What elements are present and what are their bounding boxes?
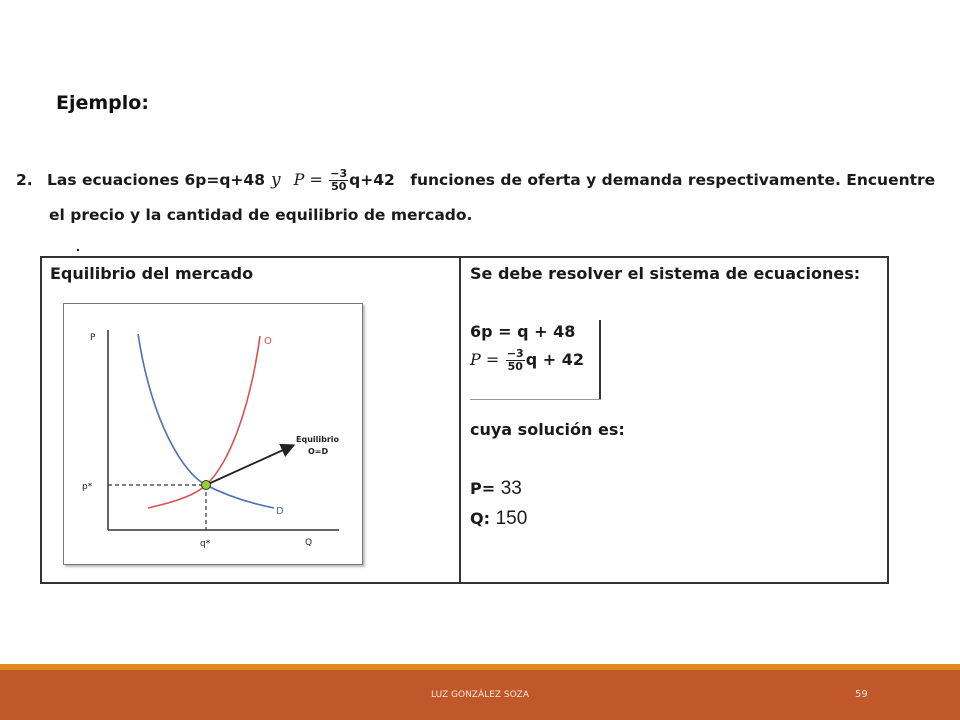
right-cell-title: Se debe resolver el sistema de ecuaciones: xyxy=(470,264,861,283)
problem-line-1 xyxy=(16,168,935,193)
equilibrium-point xyxy=(202,481,211,490)
system-fraction xyxy=(506,348,525,373)
slide-heading: Ejemplo: xyxy=(56,92,149,114)
system-fraction-denominator: 50 xyxy=(507,360,523,373)
equilibrium-label-2: O=D xyxy=(308,447,329,456)
equilibrium-graph xyxy=(63,303,363,565)
fraction-numerator: −3 xyxy=(330,167,348,180)
quantity-solution xyxy=(470,508,527,530)
equation-p-rest: q+42 xyxy=(349,171,395,189)
fraction-denominator: 50 xyxy=(331,180,347,193)
q-star-label: q* xyxy=(200,539,211,549)
quantity-value: 150 xyxy=(495,508,528,529)
equilibrium-arrow xyxy=(206,446,292,485)
footer-author: LUZ GONZÁLEZ SOZA xyxy=(431,690,529,700)
system-eq1: 6p = q + 48 xyxy=(470,322,576,341)
system-eq2-rest: q + 42 xyxy=(525,350,584,369)
supply-label: O xyxy=(264,336,272,347)
fraction xyxy=(329,168,348,193)
equation-p-lhs: P = xyxy=(293,170,323,189)
problem-text-start: Las ecuaciones 6p=q+48 xyxy=(47,171,265,189)
system-eq2-lhs: P = xyxy=(470,350,500,369)
bullet-dot: . xyxy=(76,238,80,254)
x-axis-label: Q xyxy=(305,538,313,548)
price-solution xyxy=(470,478,522,500)
problem-line-2: el precio y la cantidad de equilibrio de mercado. xyxy=(49,206,473,224)
table-divider xyxy=(459,258,461,582)
y-axis-label: P xyxy=(90,333,96,343)
price-label: P= xyxy=(470,479,496,498)
solution-table xyxy=(40,256,889,584)
system-bracket xyxy=(598,320,601,400)
left-cell-title: Equilibrio del mercado xyxy=(50,264,254,283)
problem-text-end: funciones de oferta y demanda respectivamente. Encuentre xyxy=(410,171,936,189)
system-fraction-numerator: −3 xyxy=(506,347,524,360)
graph-svg xyxy=(64,304,361,563)
equilibrium-label-1: Equilibrio xyxy=(296,435,340,444)
p-star-label: p* xyxy=(82,482,93,492)
system-underline xyxy=(470,399,601,400)
quantity-label: Q: xyxy=(470,509,490,528)
price-value: 33 xyxy=(500,478,522,499)
problem-number: 2. xyxy=(16,171,33,189)
connector-y: y xyxy=(271,170,281,190)
page-number: 59 xyxy=(855,689,868,700)
system-eq2 xyxy=(470,348,584,373)
demand-label: D xyxy=(276,506,284,517)
solution-label: cuya solución es: xyxy=(470,420,625,439)
